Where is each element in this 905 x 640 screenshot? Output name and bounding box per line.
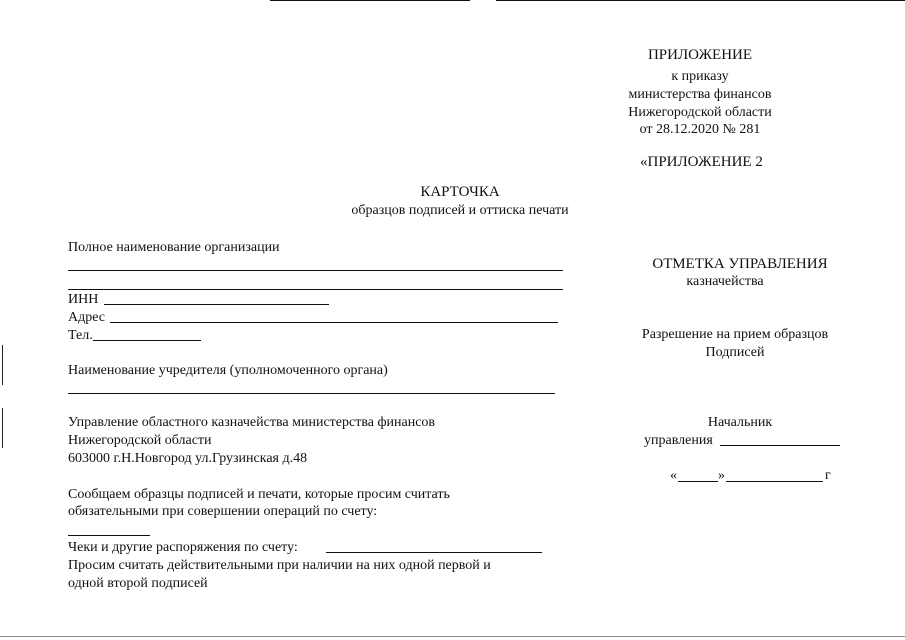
permission-line-2: Подписей bbox=[705, 345, 765, 360]
treasury-address: 603000 г.Н.Новгород ул.Грузинская д.48 bbox=[68, 451, 308, 466]
inn-label: ИНН bbox=[68, 292, 99, 307]
scan-edge-mark-left-2 bbox=[2, 408, 3, 448]
phone-label: Тел. bbox=[68, 328, 93, 343]
org-name-line-1 bbox=[68, 270, 563, 271]
org-full-name-label: Полное наименование организации bbox=[68, 240, 280, 255]
address-label: Адрес bbox=[68, 310, 106, 325]
appendix-ministry-line: министерства финансов bbox=[628, 87, 772, 102]
appendix-region-line: Нижегородской области bbox=[628, 105, 772, 120]
scan-edge-line-right bbox=[496, 0, 905, 1]
treasury-line-2: Нижегородской области bbox=[68, 433, 212, 448]
appendix-date-line: от 28.12.2020 № 281 bbox=[639, 122, 761, 137]
treasury-mark-title: ОТМЕТКА УПРАВЛЕНИЯ bbox=[652, 256, 828, 272]
founder-label: Наименование учредителя (уполномоченного органа) bbox=[68, 363, 388, 378]
inn-line bbox=[104, 304, 329, 305]
valid-signatures-line-1: Просим считать действительными при наличии на них одной первой и bbox=[68, 558, 491, 573]
chief-department-label: управления bbox=[644, 433, 713, 448]
org-name-line-2 bbox=[68, 289, 563, 290]
treasury-mark-subtitle: казначейства bbox=[686, 274, 764, 289]
date-day-line bbox=[678, 481, 718, 482]
account-line bbox=[68, 535, 150, 536]
permission-line-1: Разрешение на прием образцов bbox=[641, 327, 829, 342]
date-close-quote: » bbox=[718, 468, 725, 483]
date-open-quote: « bbox=[670, 468, 677, 483]
appendix-2-title: «ПРИЛОЖЕНИЕ 2 bbox=[640, 154, 763, 170]
valid-signatures-line-2: одной второй подписей bbox=[68, 576, 208, 591]
chief-signature-line bbox=[720, 445, 840, 446]
cheques-label: Чеки и другие распоряжения по счету: bbox=[68, 540, 298, 555]
appendix-title: ПРИЛОЖЕНИЕ bbox=[647, 47, 753, 63]
card-title: КАРТОЧКА bbox=[420, 184, 500, 200]
chief-title: Начальник bbox=[707, 415, 773, 430]
founder-line bbox=[68, 393, 555, 394]
date-month-line bbox=[726, 481, 823, 482]
address-line bbox=[110, 322, 558, 323]
scan-edge-line-left bbox=[270, 0, 470, 1]
appendix-order-line: к приказу bbox=[671, 69, 729, 84]
treasury-line-1: Управление областного казначейства министерства финансов bbox=[68, 415, 436, 430]
inform-line-1: Сообщаем образцы подписей и печати, которые просим считать bbox=[68, 487, 450, 502]
scan-edge-line-bottom bbox=[0, 636, 905, 637]
scan-edge-mark-left-1 bbox=[2, 345, 3, 385]
inform-line-2: обязательными при совершении операций по счету: bbox=[68, 504, 378, 519]
cheques-line bbox=[326, 552, 542, 553]
date-year-suffix: г bbox=[825, 468, 831, 483]
phone-line bbox=[93, 340, 201, 341]
card-subtitle: образцов подписей и оттиска печати bbox=[351, 203, 569, 218]
